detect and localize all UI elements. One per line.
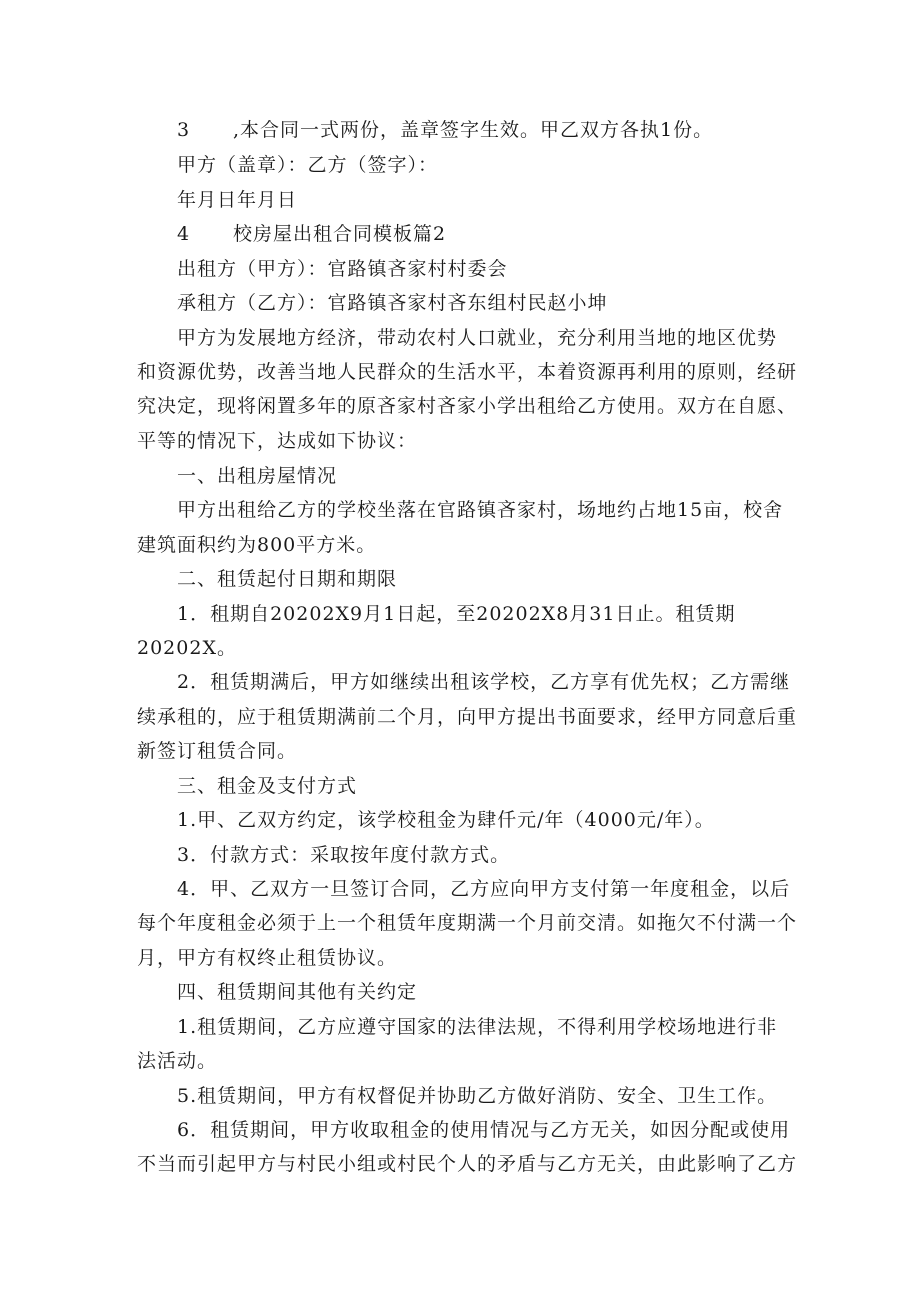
paragraph-line: 究决定，现将闲置多年的原吝家村吝家小学出租给乙方使用。双方在自愿、 <box>137 395 798 417</box>
line-text: ,本合同一式两份，盖章签字生效。甲乙双方各执1份。 <box>233 119 714 141</box>
paragraph-line: 1.甲、乙双方约定，该学校租金为肆仟元/年（4000元/年）。 <box>177 809 715 831</box>
text-line: 出租方（甲方）：官路镇吝家村村委会 <box>177 258 508 280</box>
paragraph-line: 月，甲方有权终止租赁协议。 <box>137 947 398 969</box>
section-heading: 一、出租房屋情况 <box>177 465 338 487</box>
section-heading: 三、租金及支付方式 <box>177 775 358 797</box>
paragraph-line: 每个年度租金必须于上一个租赁年度期满一个月前交清。如拖欠不付满一个 <box>137 912 798 934</box>
paragraph-line: 1．租期自20202X9月1日起，至20202X8月31日止。租赁期 <box>177 603 736 625</box>
paragraph-line: 建筑面积约为800平方米。 <box>137 534 377 556</box>
paragraph-line: 法活动。 <box>137 1050 218 1072</box>
line-number: 4 <box>177 223 191 245</box>
paragraph-line: 2．租赁期满后，甲方如继续出租该学校，乙方享有优先权；乙方需继 <box>177 671 791 693</box>
paragraph-line: 甲方为发展地方经济，带动农村人口就业，充分利用当地的地区优势 <box>177 327 778 349</box>
section-heading: 四、租赁期间其他有关约定 <box>177 981 418 1003</box>
paragraph-line: 4．甲、乙双方一旦签订合同，乙方应向甲方支付第一年度租金，以后 <box>177 878 791 900</box>
section-heading: 二、租赁起付日期和期限 <box>177 568 398 590</box>
paragraph-line: 6．租赁期间，甲方收取租金的使用情况与乙方无关，如因分配或使用 <box>177 1119 791 1141</box>
text-line: 甲方（盖章）：乙方（签字）： <box>177 154 439 176</box>
paragraph-line: 平等的情况下，达成如下协议： <box>137 430 418 452</box>
text-line: 年月日年月日 <box>177 189 298 211</box>
section-heading <box>177 222 446 246</box>
paragraph-line: 3．付款方式：采取按年度付款方式。 <box>177 844 511 866</box>
line-number: 3 <box>177 119 191 141</box>
paragraph-line: 不当而引起甲方与村民小组或村民个人的矛盾与乙方无关，由此影响了乙方 <box>137 1153 798 1175</box>
numbered-line <box>177 118 713 142</box>
paragraph-line: 5.租赁期间，甲方有权督促并协助乙方做好消防、安全、卫生工作。 <box>177 1085 778 1107</box>
line-text: 校房屋出租合同模板篇2 <box>233 223 447 245</box>
paragraph-line: 新签订租赁合同。 <box>137 740 298 762</box>
text-line: 承租方（乙方）：官路镇吝家村吝东组村民赵小坤 <box>177 292 608 314</box>
paragraph-line: 1.租赁期间，乙方应遵守国家的法律法规，不得利用学校场地进行非 <box>177 1016 778 1038</box>
paragraph-line: 甲方出租给乙方的学校坐落在官路镇吝家村，场地约占地15亩，校舍 <box>177 499 784 521</box>
paragraph-line: 续承租的，应于租赁期满前二个月，向甲方提出书面要求，经甲方同意后重 <box>137 706 798 728</box>
paragraph-line: 20202X。 <box>137 637 237 659</box>
paragraph-line: 和资源优势，改善当地人民群众的生活水平，本着资源再利用的原则，经研 <box>137 361 798 383</box>
